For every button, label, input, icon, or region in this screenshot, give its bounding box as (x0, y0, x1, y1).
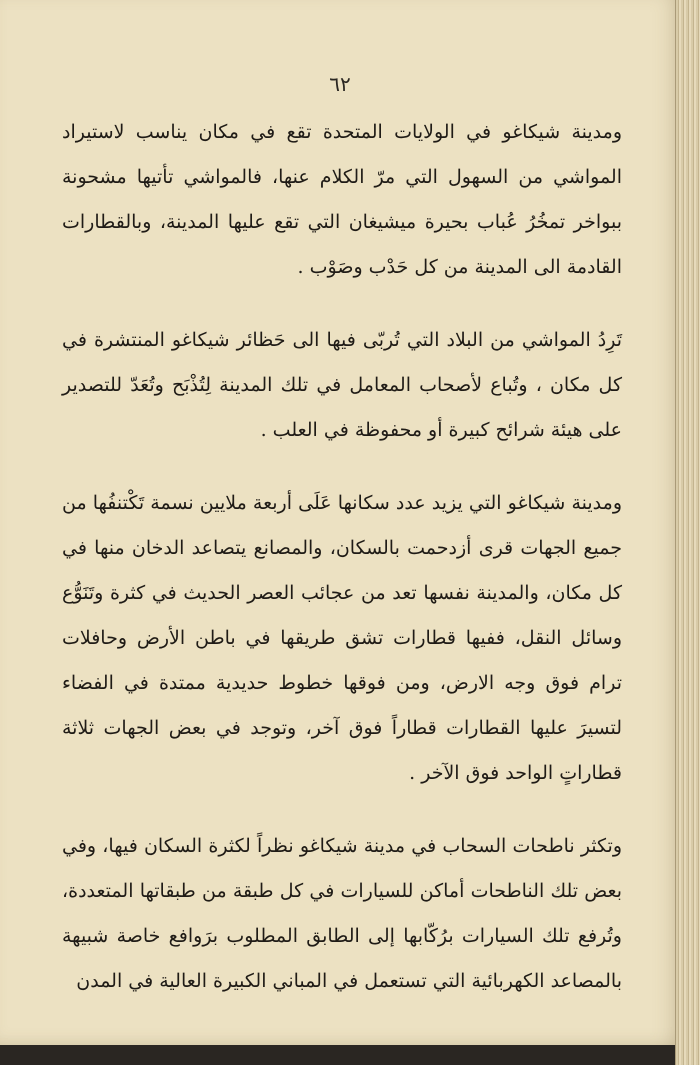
paragraph: تَرِدُ المواشي من البلاد التي تُربّى فيها الى حَظائر شيكاغو المنتشرة في كل مكان ، وتُباع لأصحاب المعامل في تلك المدينة لِتُذْبَح وتُعَدّ للتصدير على هيئة شرائح كبيرة أو محفوظة في العلب . (62, 329, 622, 441)
paragraph: ومدينة شيكاغو في الولايات المتحدة تقع في مكان يناسب لاستيراد المواشي من السهول التي مرّ الكلام عنها، فالمواشي تأتيها مشحونة ببواخر تمخُرُ عُباب بحيرة ميشيغان التي تقع عليها المدينة، وبالقطارات القادمة الى المدينة من كل حَدْب وصَوْب . (62, 121, 622, 278)
page-number: ٦٢ (329, 72, 351, 96)
paragraph: ومدينة شيكاغو التي يزيد عدد سكانها عَلَى أربعة ملايين نسمة تَكْتنفُها من جميع الجهات قرى أزدحمت بالسكان، والمصانع يتصاعد الدخان منها في كل مكان، والمدينة نفسها تعد من عجائب العصر الحديث في كثرة وتَنَوُّع وسائل النقل، ففيها قطارات تشق طريقها في باطن الأرض وحافلات ترام فوق وجه الارض، ومن فوقها خطوط حديدية ممتدة في الفضاء لتسيرَ عليها القطارات قطاراً فوق آخر، وتوجد في بعض الجهات ثلاثة قطاراتٍ الواحد فوق الآخر . (62, 492, 622, 784)
paragraph: وتكثر ناطحات السحاب في مدينة شيكاغو نظراً لكثرة السكان فيها، وفي بعض تلك الناطحات أماكن للسيارات في كل طبقة من طبقاتها المتعددة، وتُرفع تلك السيارات برُكّابها إلى الطابق المطلوب برَوافع خاصة شبيهة بالمصاعد الكهربائية التي تستعمل في المباني الكبيرة العالية في المدن (62, 835, 622, 992)
page-edges (675, 0, 700, 1065)
body-text (62, 110, 622, 1032)
